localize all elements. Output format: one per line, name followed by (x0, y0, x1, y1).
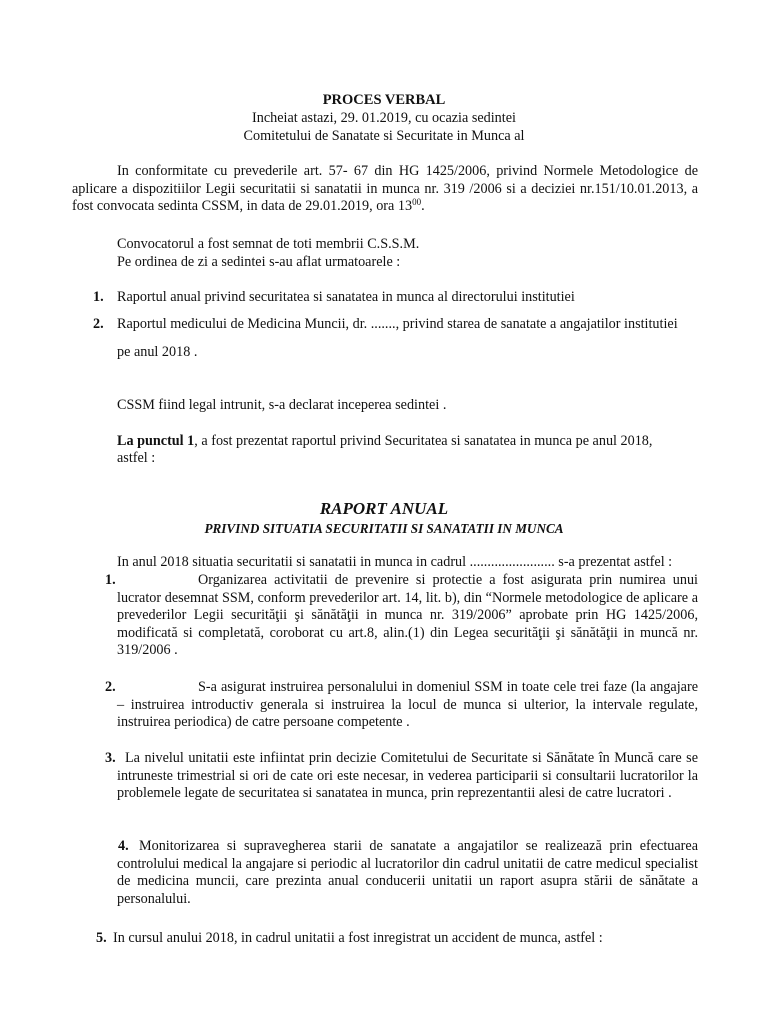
punct-1-label: La punctul 1 (117, 433, 195, 449)
agenda-item-number: 1. (93, 289, 104, 305)
cssm-statement: CSSM fiind legal intrunit, s-a declarat inceperea sedintei . (117, 397, 447, 413)
agenda-item-2 (93, 316, 104, 334)
header-line-2: Comitetului de Sanatate si Securitate in Munca al (243, 128, 525, 144)
agenda-item-2-text: Raportul medicului de Medicina Muncii, dr. ......., privind starea de sanatate a angajatilor institutiei (117, 316, 678, 332)
raport-item-2-number: 2. (105, 679, 116, 695)
raport-title: RAPORT ANUAL (319, 499, 449, 518)
raport-item-5-number: 5. (96, 930, 107, 946)
document-title: PROCES VERBAL (322, 92, 446, 108)
intro-text: In conformitate cu prevederile art. 57- 67 din HG 1425/2006, privind Normele Metodologice de aplicare a dispozitiilor Legii securitatii si sanatatii in munca nr. 319 /2006 si a deciziei nr.151/10.01.2013, a fost convocata sedinta CSSM, in data de 29.01.2019, ora 13 (72, 163, 698, 214)
raport-item-4-number: 4. (118, 838, 129, 854)
raport-subtitle: PRIVIND SITUATIA SECURITATII SI SANATATII IN MUNCA (204, 521, 564, 536)
raport-item-2-text: S-a asigurat instruirea personalului in domeniul SSM in toate cele trei faze (la angajare – instruirea introductiv generala si instruirea la locul de munca si ulterior, la intervale regulate, instruirea periodica) de catre persoane competente . (117, 679, 698, 730)
punct-1-paragraph (117, 433, 652, 451)
intro-paragraph (72, 163, 698, 216)
raport-item-3-number: 3. (105, 750, 116, 766)
raport-item-4-text: Monitorizarea si supravegherea starii de sanatate a angajatilor se realizează prin efectuarea controlului medical la angajare si periodic al lucratorilor din cadrul unitatii de catre medicul specialist de medicina muncii, care prezinta anual conducerii unitatii un raport asupra stării de sănătate a personalului. (117, 838, 698, 907)
agenda-item-1-text: Raportul anual privind securitatea si sanatatea in munca al directorului institutiei (117, 289, 575, 305)
agenda-intro-line: Pe ordinea de zi a sedintei s-au aflat urmatoarele : (117, 254, 401, 270)
raport-item-1-text: Organizarea activitatii de prevenire si protectie a fost asigurata prin numirea unui lucrator desemnat SSM, conform prevederilor art. 14, lit. b), din “Normele metodologice de aplicare a prevederilor Legii securităţii şi sănătăţii in munca nr. 319/2006” aprobate prin HG 1425/2006, modificată si completată, coroborat cu art.8, alin.(1) din Legea securităţii şi sănătăţii in muncă nr. 319/2006 . (117, 572, 698, 658)
convocator-line: Convocatorul a fost semnat de toti membrii C.S.S.M. (117, 236, 420, 252)
raport-item-1-number: 1. (105, 572, 116, 588)
raport-item-5-text: In cursul anului 2018, in cadrul unitatii a fost inregistrat un accident de munca, astfel : (113, 930, 603, 946)
raport-item-3-text: La nivelul unitatii este infiintat prin decizie Comitetului de Securitate si Sănătate în Muncă care se intruneste trimestrial si ori de cate ori este necesar, in vederea participarii si consultarii lucratorilor la problemele legate de securitatea si sanatatea in munca, prin reprezentantii alesi de catre lucratori . (117, 750, 698, 801)
intro-time-superscript: 00 (412, 197, 422, 207)
intro-text-end: . (421, 198, 425, 214)
punct-1-text-cont: astfel : (117, 450, 156, 466)
agenda-item-2-text-cont: pe anul 2018 . (117, 344, 198, 360)
header-line-1: Incheiat astazi, 29. 01.2019, cu ocazia sedintei (252, 110, 516, 126)
agenda-item-1 (93, 289, 104, 307)
punct-1-text: , a fost prezentat raportul privind Securitatea si sanatatea in munca pe anul 2018, (194, 433, 653, 449)
raport-intro: In anul 2018 situatia securitatii si sanatatii in munca in cadrul ........................ s-a prezentat astfel : (117, 554, 673, 570)
agenda-item-number: 2. (93, 316, 104, 332)
